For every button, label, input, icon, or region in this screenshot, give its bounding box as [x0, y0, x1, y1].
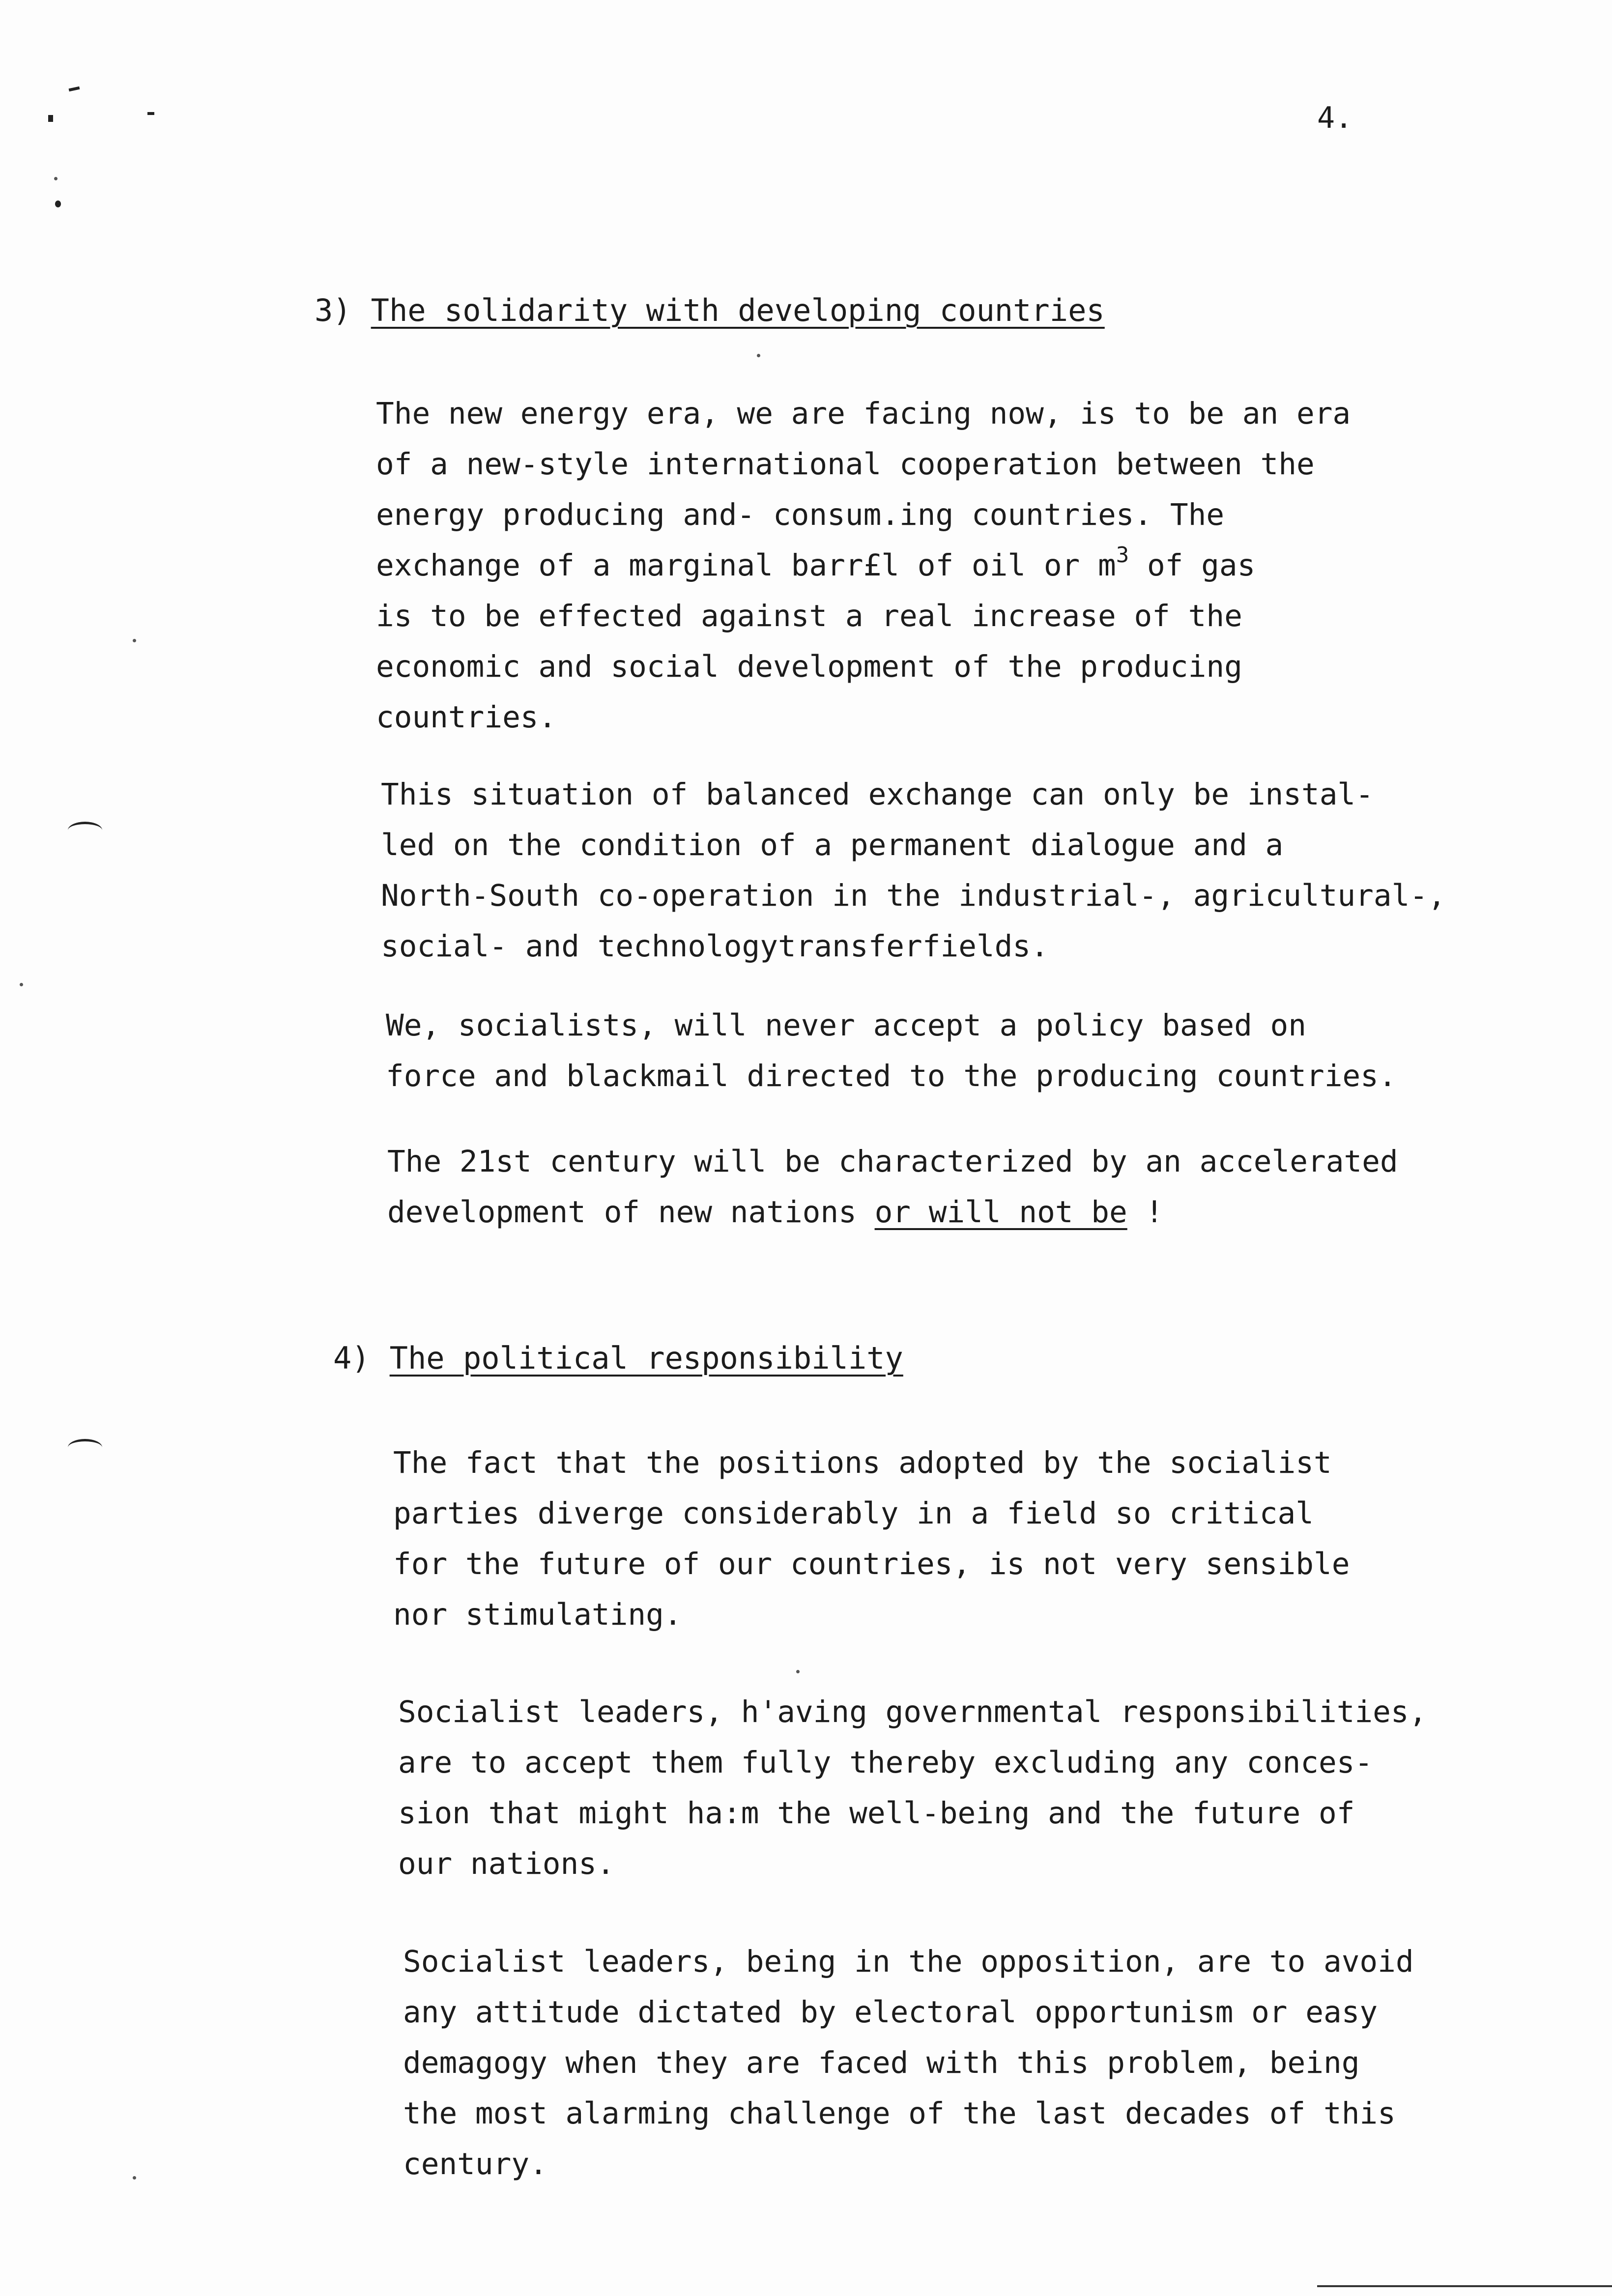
paragraph [381, 769, 1446, 972]
text-line: force and blackmail directed to the producing countries. [386, 1059, 1397, 1093]
text-line: This situation of balanced exchange can only be instal- [381, 777, 1374, 812]
text-line: parties diverge considerably in a field so critical [393, 1496, 1314, 1531]
scan-dot [20, 983, 23, 986]
section-heading-3 [315, 292, 1105, 328]
line-text: of gas [1129, 548, 1256, 583]
text-line: our nations. [398, 1846, 615, 1881]
text-line: demagogy when they are faced with this problem, being [403, 2045, 1360, 2080]
text-line: North-South co-operation in the industrial-, agricultural-, [381, 878, 1446, 913]
text-line: social- and technologytransferfields. [381, 929, 1049, 964]
section-heading-4 [333, 1340, 903, 1376]
scan-dot [133, 639, 136, 642]
text-line: Socialist leaders, h'aving governmental responsibilities, [398, 1694, 1427, 1729]
section-title: The solidarity with developing countries [371, 292, 1105, 328]
text-line: Socialist leaders, being in the opposition, are to avoid [403, 1944, 1414, 1979]
scan-dot [757, 354, 760, 357]
text-line: sion that might ha:m the well-being and the future of [398, 1796, 1355, 1831]
text-line: are to accept them fully thereby excluding any conces- [398, 1745, 1373, 1780]
text-line: of a new-style international cooperation between the [376, 447, 1315, 482]
text-line: is to be effected against a real increase of the [376, 599, 1242, 633]
text-line: energy producing and- consum.ing countries. The [376, 497, 1225, 532]
line-text: ! [1127, 1195, 1164, 1230]
scan-mark [48, 115, 53, 122]
superscript: 3 [1116, 542, 1129, 568]
text-line: for the future of our countries, is not very sensible [393, 1547, 1350, 1581]
underlined-text: or will not be [874, 1195, 1127, 1230]
scan-dot [54, 177, 58, 180]
scan-dot [796, 1670, 800, 1673]
paragraph [387, 1136, 1398, 1237]
page-number: 4. [1317, 101, 1353, 135]
scan-mark [55, 201, 61, 207]
bottom-rule [1317, 2285, 1612, 2287]
line-text: development of new nations [387, 1195, 875, 1230]
hole-punch-arc [68, 822, 102, 839]
text-line: led on the condition of a permanent dialogue and a [381, 828, 1284, 862]
text-line [387, 1187, 1398, 1237]
paragraph [398, 1687, 1427, 1889]
scan-mark [147, 112, 154, 115]
text-line: The new energy era, we are facing now, is to be an era [376, 396, 1351, 431]
section-number: 4) [333, 1340, 370, 1376]
hole-punch-arc [68, 1439, 102, 1456]
text-line: countries. [376, 700, 557, 735]
text-line: The 21st century will be characterized by an accelerated [387, 1144, 1398, 1179]
text-line: We, socialists, will never accept a policy based on [386, 1008, 1306, 1043]
text-line: the most alarming challenge of the last decades of this [403, 2096, 1396, 2131]
text-line [376, 540, 1351, 591]
text-line: The fact that the positions adopted by the socialist [393, 1445, 1332, 1480]
section-title: The political responsibility [389, 1340, 903, 1376]
text-line: economic and social development of the producing [376, 649, 1242, 684]
paragraph [403, 1936, 1414, 2189]
paragraph [393, 1437, 1350, 1640]
text-line: nor stimulating. [393, 1597, 682, 1632]
section-number: 3) [315, 292, 351, 328]
text-line: century. [403, 2147, 547, 2181]
line-text: exchange of a marginal barr£l of oil or m [376, 548, 1116, 583]
paragraph [386, 1000, 1397, 1101]
text-line: any attitude dictated by electoral opportunism or easy [403, 1995, 1378, 2030]
scan-mark [69, 86, 80, 91]
paragraph [376, 388, 1351, 743]
scan-dot [133, 2176, 136, 2180]
